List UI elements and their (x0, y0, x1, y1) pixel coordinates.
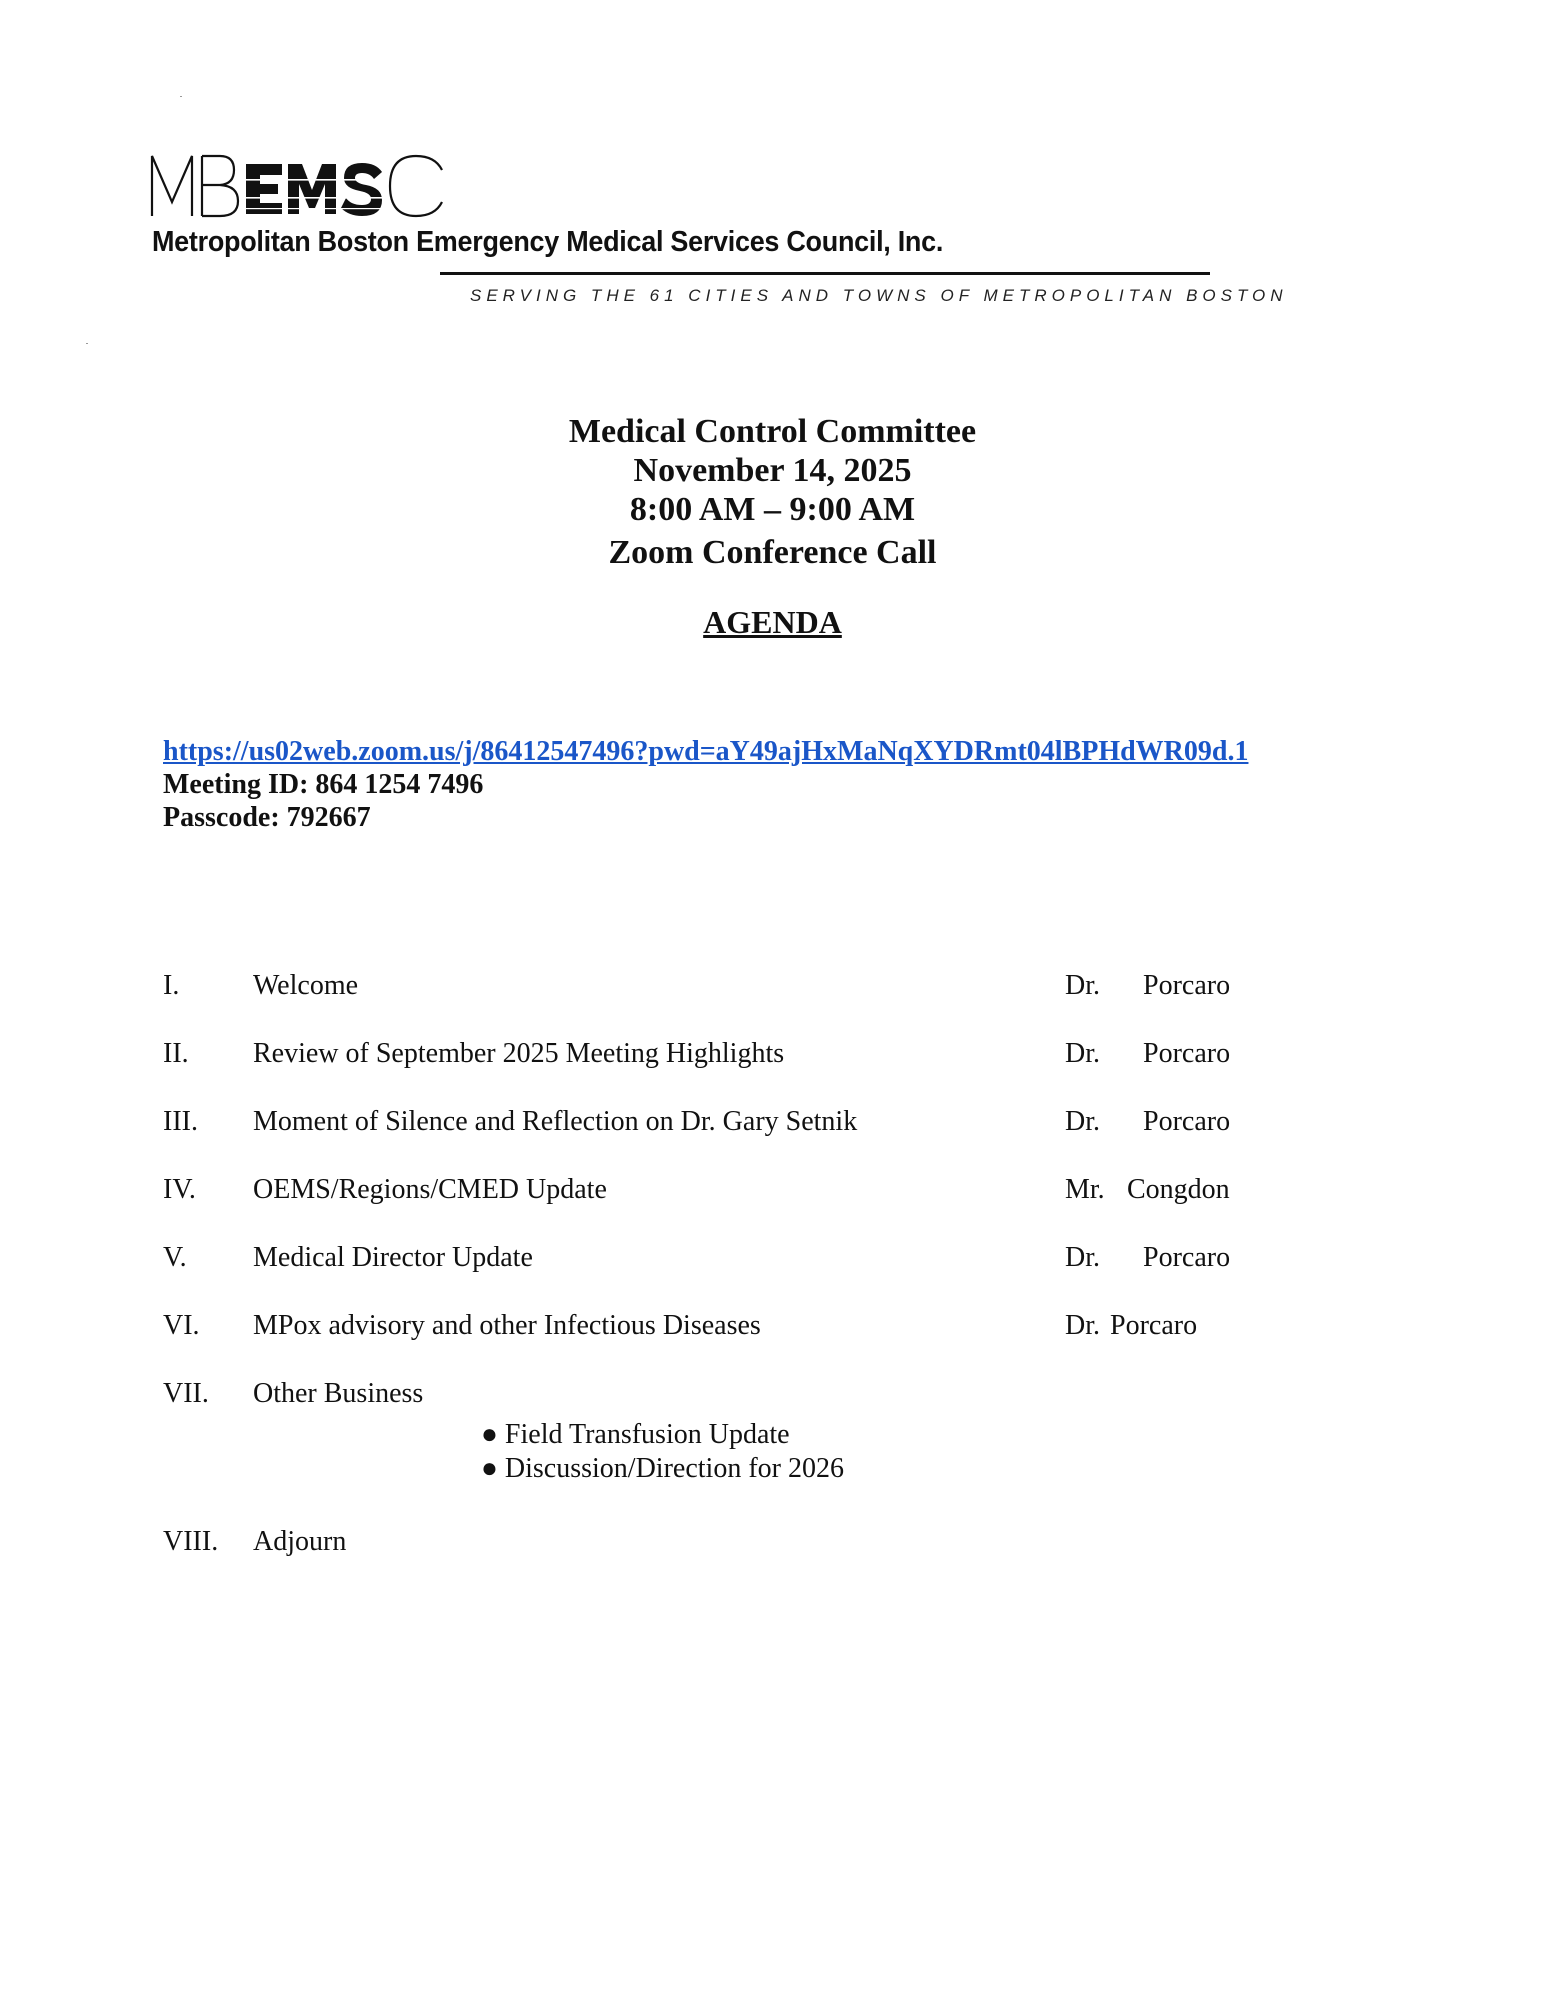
presenter-title: Dr. (1065, 1310, 1100, 1341)
passcode: Passcode: 792667 (163, 802, 371, 833)
item-topic: Adjourn (253, 1526, 347, 1557)
sub-item-list (481, 1418, 844, 1486)
item-presenter (1065, 1174, 1230, 1206)
meeting-title-block (0, 412, 1545, 572)
scan-speck (180, 96, 182, 97)
presenter-title: Dr. (1065, 970, 1100, 1001)
item-topic: Medical Director Update (253, 1242, 533, 1273)
item-number: II. (163, 1038, 189, 1069)
meeting-format: Zoom Conference Call (608, 534, 937, 571)
item-number: I. (163, 970, 180, 1001)
item-presenter (1065, 1038, 1230, 1070)
item-number: V. (163, 1242, 187, 1273)
meeting-id: Meeting ID: 864 1254 7496 (163, 769, 484, 800)
presenter-title: Dr. (1065, 1038, 1100, 1069)
presenter-name: Porcaro (1110, 1310, 1198, 1341)
tagline: SERVING THE 61 CITIES AND TOWNS OF METROPOLITAN BOSTON (470, 286, 1288, 305)
presenter-title: Mr. (1065, 1174, 1105, 1205)
item-number: VIII. (163, 1526, 219, 1557)
meeting-date: November 14, 2025 (633, 452, 912, 489)
org-name: Metropolitan Boston Emergency Medical Services Council, Inc. (152, 226, 944, 258)
item-presenter (1065, 1310, 1197, 1342)
item-topic: Moment of Silence and Reflection on Dr. Gary Setnik (253, 1106, 858, 1137)
presenter-name: Porcaro (1143, 970, 1231, 1001)
item-presenter (1065, 1242, 1230, 1274)
item-number: III. (163, 1106, 198, 1137)
letterhead-rule (440, 272, 1210, 275)
item-topic: MPox advisory and other Infectious Diseases (253, 1310, 761, 1341)
item-presenter (1065, 1106, 1230, 1138)
item-topic: Other Business (253, 1378, 424, 1409)
agenda-item (163, 1310, 1263, 1350)
item-topic: OEMS/Regions/CMED Update (253, 1174, 607, 1205)
item-topic: Welcome (253, 970, 359, 1001)
agenda-item (163, 1378, 1263, 1418)
presenter-name: Congdon (1127, 1174, 1230, 1205)
agenda-item (163, 1038, 1263, 1078)
agenda-item (163, 1106, 1263, 1146)
presenter-name: Porcaro (1143, 1242, 1231, 1273)
agenda-item (163, 1242, 1263, 1282)
agenda-item (163, 1526, 1263, 1566)
sub-item: ● Discussion/Direction for 2026 (481, 1453, 844, 1484)
sub-item: ● Field Transfusion Update (481, 1419, 790, 1450)
presenter-title: Dr. (1065, 1242, 1100, 1273)
presenter-name: Porcaro (1143, 1038, 1231, 1069)
mbemsc-logo (150, 150, 450, 220)
committee-name: Medical Control Committee (568, 413, 977, 450)
item-topic: Review of September 2025 Meeting Highlights (253, 1038, 785, 1069)
agenda-item (163, 1174, 1263, 1214)
meeting-time: 8:00 AM – 9:00 AM (629, 491, 916, 528)
item-number: IV. (163, 1174, 196, 1205)
presenter-title: Dr. (1065, 1106, 1100, 1137)
agenda-heading: AGENDA (703, 604, 842, 640)
zoom-link[interactable]: https://us02web.zoom.us/j/86412547496?pwd=aY49ajHxMaNqXYDRmt04lBPHdWR09d.1 (163, 736, 1249, 767)
agenda-item (163, 970, 1263, 1010)
item-presenter (1065, 970, 1230, 1002)
item-number: VII. (163, 1378, 209, 1409)
zoom-details (163, 735, 1248, 834)
item-number: VI. (163, 1310, 200, 1341)
presenter-name: Porcaro (1143, 1106, 1231, 1137)
scan-speck (86, 343, 88, 344)
